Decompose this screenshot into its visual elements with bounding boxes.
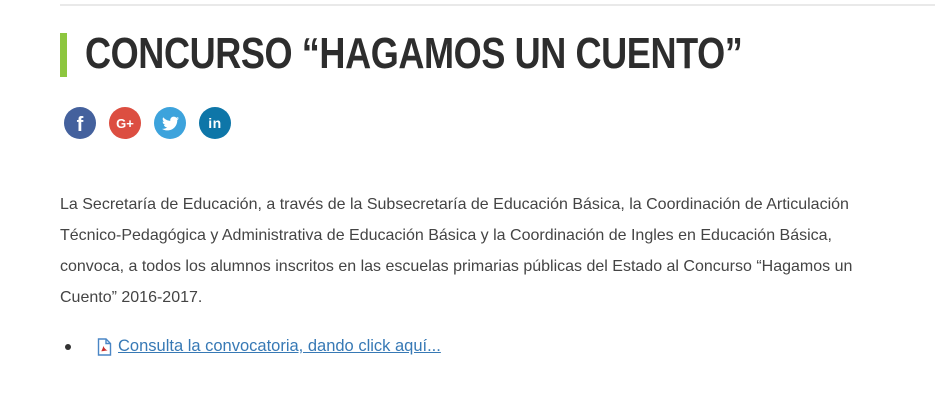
link-list [65, 337, 441, 356]
facebook-icon: f [76, 113, 84, 136]
page-title: CONCURSO “HAGAMOS UN CUENTO” [85, 29, 743, 78]
twitter-share-button[interactable] [154, 107, 186, 139]
article-header [60, 30, 887, 78]
social-share-row [64, 107, 231, 139]
paragraph-line: La Secretaría de Educación, a través de la Subsecretaría de Educación Básica, la Coordinación de Articulación [60, 196, 849, 213]
linkedin-icon: in [208, 115, 222, 131]
google-plus-icon: G+ [116, 115, 134, 131]
list-item [65, 337, 441, 356]
facebook-share-button[interactable] [64, 107, 96, 139]
paragraph-line: Técnico-Pedagógica y Administrativa de Educación Básica y la Coordinación de Ingles en Educación Básica, [60, 227, 832, 244]
pdf-link-label: Consulta la convocatoria, dando click aquí... [118, 337, 441, 355]
convocatoria-pdf-link[interactable] [97, 337, 441, 356]
google-plus-share-button[interactable] [109, 107, 141, 139]
linkedin-share-button[interactable] [199, 107, 231, 139]
paragraph-line: Cuento” 2016-2017. [60, 289, 203, 306]
pdf-file-icon [97, 338, 112, 356]
top-divider [60, 4, 935, 6]
article-paragraph [60, 189, 852, 313]
twitter-bird-icon [162, 115, 179, 132]
paragraph-line: convoca, a todos los alumnos inscritos en las escuelas primarias públicas del Estado al Concurso “Hagamos un [60, 258, 853, 275]
title-accent-bar [60, 33, 67, 77]
bullet-marker [65, 344, 71, 350]
